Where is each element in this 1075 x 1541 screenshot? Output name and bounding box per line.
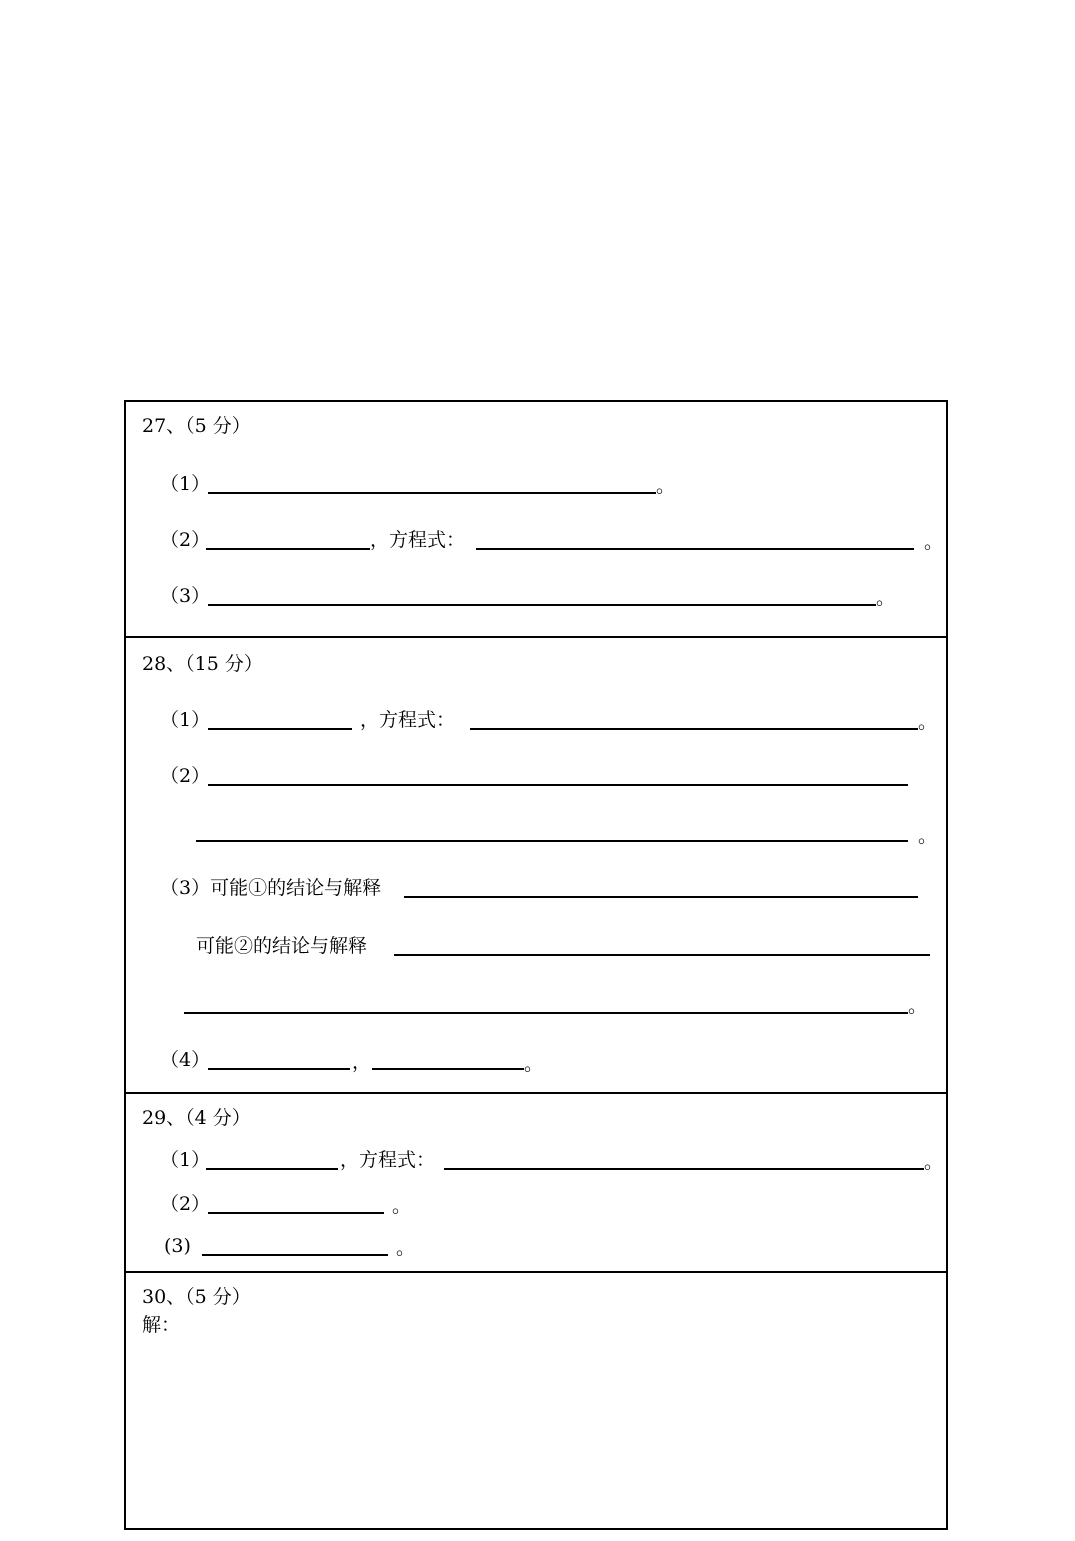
q29-header: 29、（4 分） bbox=[142, 1107, 251, 1129]
question-30 bbox=[126, 1271, 946, 1541]
q27-part2-blank-b[interactable] bbox=[476, 548, 914, 550]
q28-part2-blank-line1[interactable] bbox=[208, 784, 908, 786]
q28-part4-label: （4） bbox=[160, 1049, 211, 1071]
q28-part1-blank-a[interactable] bbox=[208, 728, 352, 730]
q29-part1-end: 。 bbox=[924, 1151, 944, 1173]
q30-header: 30、（5 分） bbox=[142, 1286, 251, 1308]
q28-part4-blank-b[interactable] bbox=[372, 1068, 524, 1070]
q29-part1-mid: ，方程式： bbox=[340, 1149, 436, 1171]
q30-answer-label: 解： bbox=[142, 1314, 181, 1336]
q27-part2-label: （2） bbox=[160, 529, 211, 551]
question-29 bbox=[126, 1092, 946, 1272]
q27-part1-end: 。 bbox=[656, 475, 676, 497]
q27-header: 27、（5 分） bbox=[142, 415, 251, 437]
q28-part3b-label: 可能②的结论与解释 bbox=[196, 935, 368, 957]
q27-part3-end: 。 bbox=[876, 587, 896, 609]
q29-part1-blank-a[interactable] bbox=[206, 1168, 338, 1170]
q28-part2-end: 。 bbox=[918, 825, 938, 847]
q28-part1-label: （1） bbox=[160, 709, 211, 731]
q28-part2-blank-line2[interactable] bbox=[196, 840, 908, 842]
q28-part1-mid: ，方程式： bbox=[360, 709, 456, 731]
q28-part4-end: 。 bbox=[524, 1053, 544, 1075]
q29-part3-blank[interactable] bbox=[202, 1254, 388, 1256]
q27-part3-blank[interactable] bbox=[208, 604, 876, 606]
q28-part4-mid: ， bbox=[352, 1051, 372, 1073]
q29-part2-label: （2） bbox=[160, 1193, 211, 1215]
q29-part3-label: (3) bbox=[164, 1235, 191, 1257]
q27-part2-mid: ，方程式： bbox=[370, 529, 466, 551]
q27-part1-label: （1） bbox=[160, 473, 211, 495]
q27-part3-label: （3） bbox=[160, 585, 211, 607]
q28-part3-blank-1[interactable] bbox=[404, 896, 918, 898]
q28-header: 28、（15 分） bbox=[142, 653, 263, 675]
q28-part3-blank-2a[interactable] bbox=[394, 954, 930, 956]
q27-part2-blank-a[interactable] bbox=[206, 548, 370, 550]
q28-part3-end: 。 bbox=[908, 995, 928, 1017]
q29-part3-end: 。 bbox=[396, 1237, 416, 1259]
q28-part1-end: 。 bbox=[918, 711, 938, 733]
q27-part1-blank[interactable] bbox=[208, 492, 656, 494]
q28-part3-blank-2b[interactable] bbox=[184, 1012, 908, 1014]
question-27 bbox=[126, 402, 946, 638]
question-28 bbox=[126, 636, 946, 1093]
q29-part1-blank-b[interactable] bbox=[444, 1168, 924, 1170]
q27-part2-end: 。 bbox=[924, 531, 944, 553]
q28-part2-label: （2） bbox=[160, 765, 211, 787]
q29-part2-blank[interactable] bbox=[208, 1212, 384, 1214]
q28-part4-blank-a[interactable] bbox=[208, 1068, 350, 1070]
answer-sheet bbox=[124, 400, 948, 1530]
q28-part1-blank-b[interactable] bbox=[470, 728, 918, 730]
q28-part3-label: （3）可能①的结论与解释 bbox=[160, 877, 382, 899]
q29-part1-label: （1） bbox=[160, 1149, 211, 1171]
q30-answer-area[interactable] bbox=[142, 1343, 930, 1523]
q29-part2-end: 。 bbox=[392, 1195, 412, 1217]
